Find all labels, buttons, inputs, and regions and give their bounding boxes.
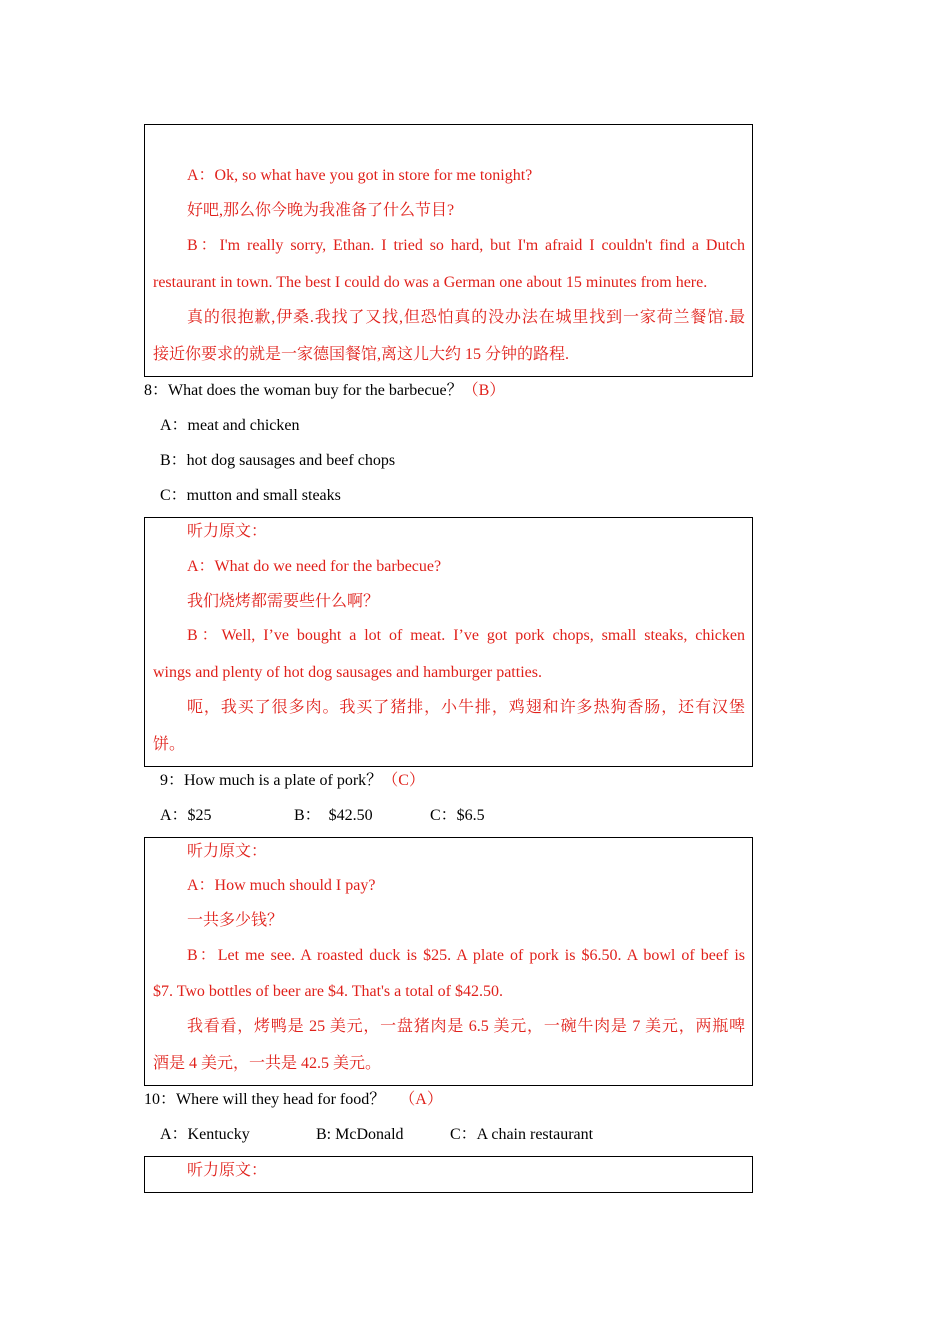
q9-b-chinese-line1: 我看看，烤鸭是 25 美元，一盘猪肉是 6.5 美元，一碗牛肉是 7 美元，两瓶啤 <box>187 1018 745 1035</box>
q7-b-chinese-line1: 真的很抱歉,伊桑.我找了又找,但恐怕真的没办法在城里找到一家荷兰餐馆.最 <box>187 309 745 326</box>
q9-b-english-line1: B：Let me see. A roasted duck is $25. A plate of pork is $6.50. A bowl of beef is <box>187 947 745 964</box>
q9-a-english: A：How much should I pay? <box>187 877 376 894</box>
q10-option-c: C：A chain restaurant <box>450 1126 594 1143</box>
q8-b-english-line1: B：Well, I’ve bought a lot of meat. I’ve got pork chops, small steaks, chicken <box>187 627 745 644</box>
q9-answer: （C） <box>382 772 425 789</box>
q9-option-a: A：$25 <box>160 807 212 824</box>
q8-question-text: 8：What does the woman buy for the barbecue？ <box>144 382 463 399</box>
q8-option-b: B：hot dog sausages and beef chops <box>160 452 396 469</box>
q7-b-chinese-line2: 接近你要求的就是一家德国餐馆,离这儿大约 15 分钟的路程. <box>153 346 570 363</box>
q9-b-chinese-line2: 酒是 4 美元，一共是 42.5 美元。 <box>153 1055 382 1072</box>
q8-option-a: A：meat and chicken <box>160 417 300 434</box>
q10-transcript-label: 听力原文： <box>187 1162 268 1179</box>
q7-b-english-line2: restaurant in town. The best I could do was a German one about 15 minutes from here. <box>153 274 708 291</box>
q9-question-text: 9：How much is a plate of pork？ <box>160 772 383 789</box>
q10-option-a: A：Kentucky <box>160 1126 250 1143</box>
q8-option-c: C：mutton and small steaks <box>160 487 341 504</box>
q10-answer: （A） <box>399 1091 443 1108</box>
q7-a-chinese: 好吧,那么你今晚为我准备了什么节目? <box>187 202 455 219</box>
q9-b-english-line2: $7. Two bottles of beer are $4. That's a total of $42.50. <box>153 983 503 1000</box>
q8-question <box>144 381 505 401</box>
q7-a-english: A：Ok, so what have you got in store for me tonight? <box>187 167 533 184</box>
q9-option-c: C：$6.5 <box>430 807 485 824</box>
q10-question-text: 10：Where will they head for food？ <box>144 1091 386 1108</box>
q9-question <box>160 771 425 791</box>
q10-option-b: B: McDonald <box>316 1126 404 1143</box>
q9-a-chinese: 一共多少钱？ <box>187 912 284 929</box>
q8-a-english: A：What do we need for the barbecue? <box>187 558 442 575</box>
q8-b-chinese-line1: 呃，我买了很多肉。我买了猪排，小牛排，鸡翅和许多热狗香肠，还有汉堡 <box>187 699 745 716</box>
q8-b-chinese-line2: 饼。 <box>153 736 186 753</box>
q8-a-chinese: 我们烧烤都需要些什么啊？ <box>187 593 380 610</box>
q8-answer: （B） <box>462 382 506 399</box>
q9-transcript-label: 听力原文： <box>187 843 268 860</box>
q7-b-english-line1: B：I'm really sorry, Ethan. I tried so hard, but I'm afraid I couldn't find a Dutch <box>187 237 745 254</box>
q9-option-b: B： $42.50 <box>294 807 373 824</box>
q10-question <box>144 1090 443 1110</box>
q8-transcript-label: 听力原文： <box>187 523 268 540</box>
q8-b-english-line2: wings and plenty of hot dog sausages and hamburger patties. <box>153 664 542 681</box>
